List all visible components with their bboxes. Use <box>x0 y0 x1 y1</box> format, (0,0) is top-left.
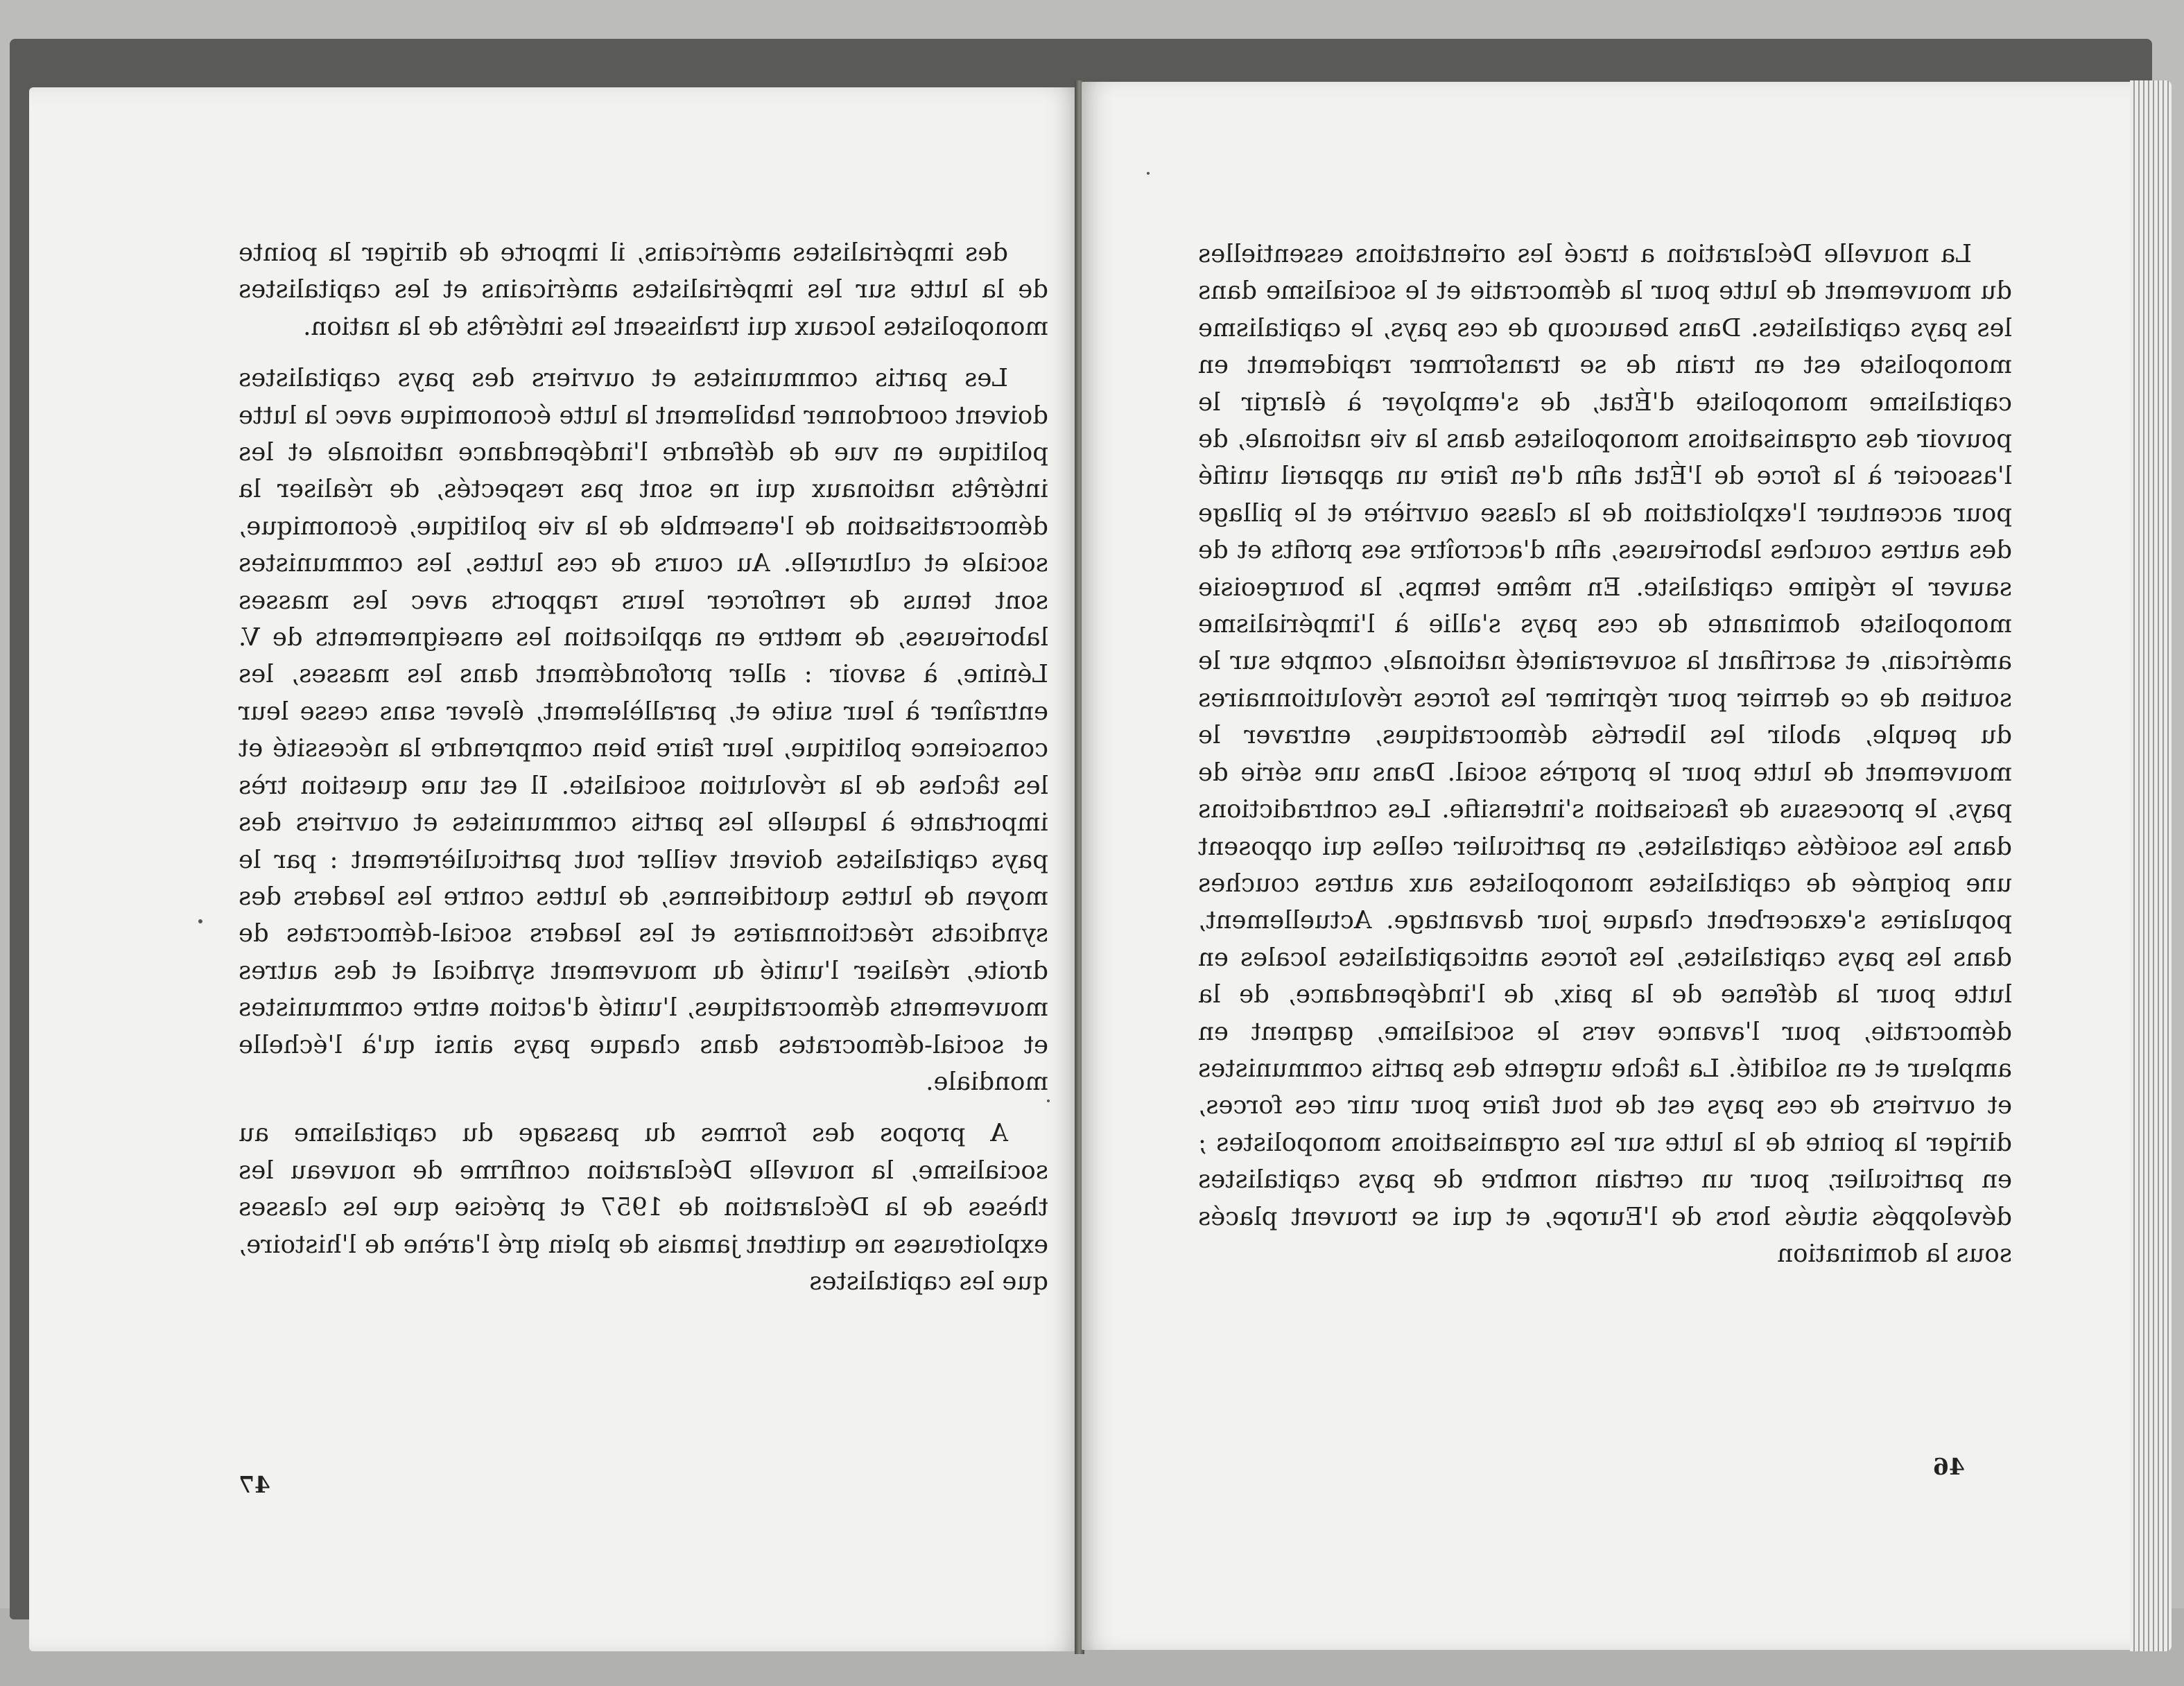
page-number: 47 <box>239 1471 270 1498</box>
left-page <box>29 87 1077 1651</box>
open-book <box>10 39 2152 1619</box>
ink-speck <box>198 919 202 923</box>
paragraph: A propos des formes du passage du capitalisme au socialisme, la nouvelle Déclaration confirme de nouveau les thèses de la Déclaration de 1957 et précise que les classes exploiteuses ne quittent jamais de plein gré l'arène de l'histoire, que les capitalistes <box>239 1119 1048 1296</box>
right-page <box>1082 82 2135 1650</box>
ink-speck <box>1047 1100 1050 1102</box>
page-edges <box>2130 80 2172 1651</box>
paragraph: des impérialistes américains, il importe de diriger la pointe de la lutte sur les impérialistes américains et les capitalistes monopolistes locaux qui trahissent les intérêts de la nation. <box>239 238 1048 341</box>
ink-speck <box>1147 172 1150 175</box>
paragraph: Les partis communistes et ouvriers des pays capitalistes doivent coordonner habilement la lutte économique avec la lutte politique en vue de défendre l'indépendance nationale et les intérêts nationaux qui ne sont pas respectés, de réaliser la démocratisation de l'ensemble de la vie politique, économique, sociale et culturelle. Au cours de ces luttes, les communistes sont tenus de renforcer leurs rapports avec les masses laborieuses, de mettre en application les enseignements de V. Lénine, à savoir : aller profondément dans les masses, les entraîner à leur suite et, parallèlement, élever sans cesse leur conscience politique, leur faire bien comprendre la nécessité et les tâches de la révolution socialiste. Il est une question très importante à laquelle les partis communistes et ouvriers des pays capitalistes doivent veiller tout particulièrement : par le moyen de luttes quotidiennes, de luttes contre les leaders des syndicats réactionnaires et les leaders social-démocrates de droite, réaliser l'unité du mouvement syndical et des autres mouvements démocratiques, l'unité d'action entre communistes et social-démocrates dans chaque pays ainsi qu'à l'échelle mondiale. <box>239 364 1048 1096</box>
page-number: 46 <box>1933 1453 1965 1480</box>
left-page-text <box>239 234 1048 1300</box>
right-page-text <box>1198 236 2012 1272</box>
paragraph: La nouvelle Déclaration a tracé les orientations essentielles du mouvement de lutte pour la démocratie et le socialisme dans les pays capitalistes. Dans beaucoup de ces pays, le capitalisme monopoliste est en train de se transformer rapidement en capitalisme monopoliste d'État, de s'employer à élargir le pouvoir des organisations monopolistes dans la vie nationale, de l'associer à la force de l'État afin d'en faire un appareil unifié pour accentuer l'exploitation de la classe ouvrière et le pillage des autres couches laborieuses, afin d'accroître ses profits et de sauver le régime capitaliste. En même temps, la bourgeoisie monopoliste dominante de ces pays s'allie à l'impérialisme américain, et sacrifiant la souveraineté nationale, compte sur le soutien de ce dernier pour réprimer les forces révolutionnaires du peuple, abolir les libertés démocratiques, entraver le mouvement de lutte pour le progrès social. Dans une série de pays, le processus de fascisation s'intensifie. Les contradictions dans les sociétés capitalistes, en particulier celles qui opposent une poignée de capitalistes monopolistes aux autres couches populaires s'exacerbent chaque jour davantage. Actuellement, dans les pays capitalistes, les forces anticapitalistes locales en lutte pour la défense de la paix, de l'indépendance, de la démocratie, pour l'avance vers le socialisme, gagnent en ampleur et en solidité. La tâche urgente des partis communistes et ouvriers de ces pays est de tout faire pour unir ces forces, diriger la pointe de la lutte sur les organisations monopolistes ; en particulier, pour un certain nombre de pays capitalistes développés situés hors de l'Europe, et qui se trouvent placés sous la domination <box>1198 240 2012 1268</box>
